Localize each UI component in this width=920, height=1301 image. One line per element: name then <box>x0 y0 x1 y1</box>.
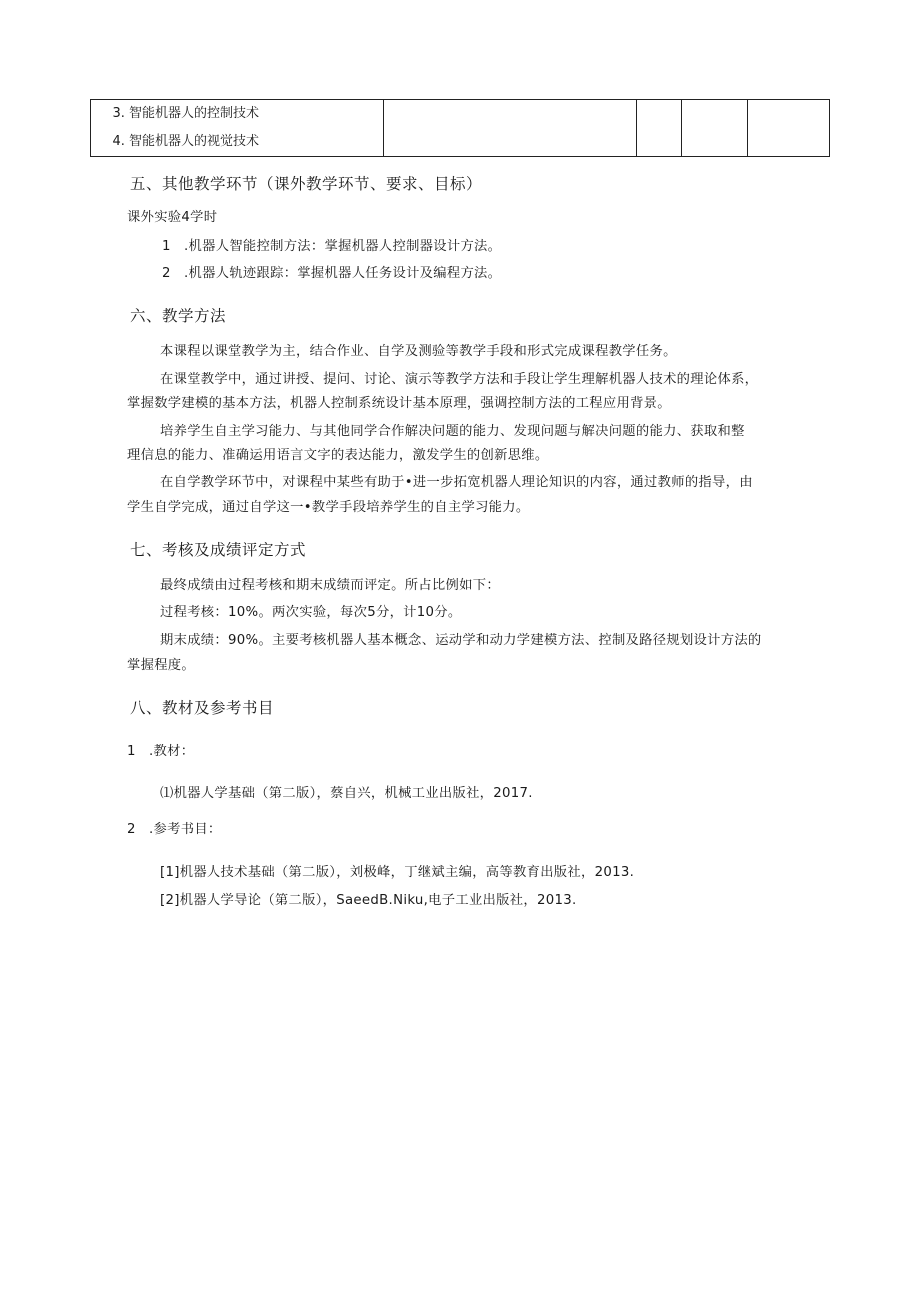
table-cell-empty <box>384 100 637 157</box>
table-cell-empty <box>748 100 830 157</box>
list-item <box>162 262 501 281</box>
list-item-text: .参考书目： <box>149 822 222 837</box>
paragraph-line: 掌握程度。 <box>127 658 195 673</box>
section-heading-assessment: 七、考核及成绩评定方式 <box>130 541 307 559</box>
topic-line: 4. 智能机器人的视觉技术 <box>112 134 260 149</box>
table-cell-topics <box>112 100 384 157</box>
table-cell-empty <box>637 100 682 157</box>
paragraph-line: 培养学生自主学习能力、与其他同学合作解决问题的能力、发现问题与解决问题的能力、获取和整 <box>160 424 745 439</box>
textbook-label <box>127 740 194 759</box>
list-item-number: 2 <box>162 266 171 281</box>
paragraph-line: 掌握数学建模的基本方法，机器人控制系统设计基本原理，强调控制方法的工程应用背景。 <box>127 396 671 411</box>
references-label <box>127 818 222 837</box>
paragraph-line: 在课堂教学中，通过讲授、提问、讨论、演示等教学方法和手段让学生理解机器人技术的理论体系， <box>160 372 759 387</box>
topic-line: 3. 智能机器人的控制技术 <box>112 106 260 121</box>
syllabus-table-continuation <box>90 99 830 157</box>
paragraph-line: 在自学教学环节中，对课程中某些有助于•进一步拓宽机器人理论知识的内容，通过教师的指导，由 <box>160 475 753 490</box>
paragraph-line: 理信息的能力、准确运用语言文字的表达能力，激发学生的创新思维。 <box>127 448 549 463</box>
section-heading-teaching-methods: 六、教学方法 <box>130 307 227 325</box>
table-cell-empty <box>682 100 748 157</box>
section-intro: 课外实验4学时 <box>127 210 218 225</box>
paragraph: 本课程以课堂教学为主，结合作业、自学及测验等教学手段和形式完成课程教学任务。 <box>160 344 677 359</box>
list-item-text: .机器人智能控制方法：掌握机器人控制器设计方法。 <box>184 239 502 254</box>
paragraph-line: 学生自学完成，通过自学这一•教学手段培养学生的自主学习能力。 <box>127 500 530 515</box>
section-heading-other-teaching: 五、其他教学环节（课外教学环节、要求、目标） <box>130 175 483 193</box>
reference-item: [1]机器人技术基础（第二版），刘极峰，丁继斌主编，高等教育出版社，2013. <box>160 865 635 880</box>
table-row <box>91 100 830 157</box>
list-item-number: 1 <box>162 239 171 254</box>
list-item-number: 1 <box>127 744 136 759</box>
section-heading-textbooks: 八、教材及参考书目 <box>130 699 275 717</box>
textbook-item: ⑴机器人学基础（第二版），蔡自兴，机械工业出版社，2017. <box>160 786 533 801</box>
paragraph-line: 期末成绩：90%。主要考核机器人基本概念、运动学和动力学建模方法、控制及路径规划设计方法的 <box>160 633 762 648</box>
list-item-text: .教材： <box>149 744 195 759</box>
list-item <box>162 235 501 254</box>
reference-item: [2]机器人学导论（第二版），SaeedB.Niku,电子工业出版社，2013. <box>160 893 577 908</box>
paragraph: 最终成绩由过程考核和期末成绩而评定。所占比例如下： <box>160 578 500 593</box>
list-item-text: .机器人轨迹跟踪：掌握机器人任务设计及编程方法。 <box>184 266 502 281</box>
paragraph: 过程考核：10%。两次实验，每次5分，计10分。 <box>160 605 462 620</box>
list-item-number: 2 <box>127 822 136 837</box>
